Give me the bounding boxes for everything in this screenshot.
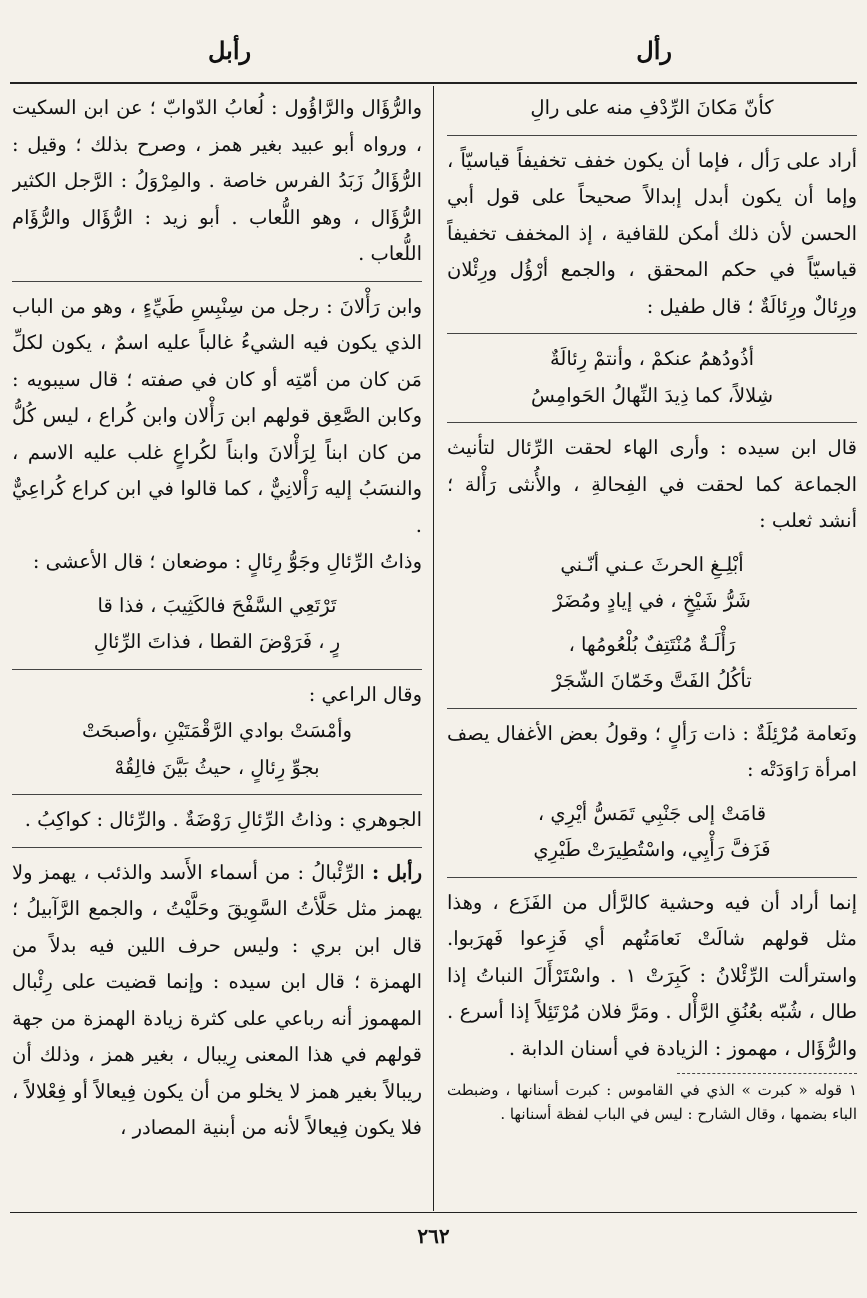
section-rule: [447, 708, 857, 709]
footnote: ١ قوله « كبرت » الذي في القاموس : كبرت أسنانها ، وضبطت الباء بضمها ، وقال الشارح : ليس في الباب لفظة أسنانها .: [447, 1081, 857, 1123]
paragraph: وابن رَأْلانَ : رجل من سِنْبِسِ طَيِّءٍ ، وهو من الباب الذي يكون فيه الشيءُ غالباً عليه اسمٌ ، يكون لكلِّ مَن كان من أمّتِه أو كان في صفته ؛ قال سيبويه : وكابن الصَّعِق قولهم ابن رَأْلان وابن كُراع ، ليس كُلُّ من كان ابناً لِرَأْلانَ وابناً لكُراعٍ غلب عليه الاسم ، والنسَبُ إليه رَأْلانِيٌّ ، كما قالوا في ابن كراع كُراعِيٌّ .: [12, 294, 422, 537]
paragraph: ونَعامة مُرْئِلَةٌ : ذات رَألٍ ؛ وقولُ بعض الأغفال يصف امرأة رَاوَدَتْه :: [447, 721, 857, 781]
entry-paragraph: [12, 855, 422, 1147]
footer-rule: [10, 1212, 857, 1213]
section-rule: [447, 877, 857, 878]
section-rule: [447, 422, 857, 423]
paragraph: والرُّؤَال والرَّاؤُول : لُعابُ الدّوابّ ؛ عن ابن السكيت ، ورواه أبو عبيد بغير همز ، وصرح بذلك ؛ وقيل : الرُّؤَالُ زَبَدُ الفرس خاصة . والمِرْوَلُ : الرَّجل الكثير الرُّؤَال ، وهو اللُّعاب . أبو زيد : الرُّؤَال والرُّؤَام اللُّعاب .: [12, 96, 422, 265]
verse-line: كأنّ مَكانَ الرِّدْفِ منه على رالِ: [530, 96, 774, 119]
left-column: [12, 90, 422, 1205]
verse-line: شِلالاً، كما ذِيدَ النِّهالُ الحَوامِسُ: [530, 383, 774, 407]
entry-text: الرِّئْبالُ : من أسماء الأَسد والذئب ، يهمز ولا يهمز مثل حَلَّأتُ السَّوِيقَ وحَلَّيْتُ ، والجمع الرَّآبيلُ ؛ قال ابن بري : وليس حرف اللين فيه بدلاً من الهمزة ؛ قال ابن سيده : وإنما قضيت على رِئْبال المهموز أنه رباعي على كثرة زيادة الهمزة من جهة قولهم في هذا المعنى رِيبال ، بغير همز ، وذلك أن ريبالاً بغير همز لا يخلو من أن يكون فِيعالاً أو فِعْلالاً ، فلا يكون فِيعالاً لأنه من أبنية المصادر ،: [12, 860, 422, 1139]
verse-line: رَأْلَـةٌ مُنْتَتِفٌ بُلْعُومُها ،: [568, 632, 736, 656]
right-column: [447, 90, 857, 1205]
header-word-left: رأبل: [208, 36, 252, 65]
verse-line: شَرُّ شَيْخٍ ، في إيادٍ ومُضَرْ: [553, 589, 751, 612]
verse-line: قامَتْ إلى جَنْبِي تَمَسُّ أيْرِي ،: [537, 801, 767, 825]
footnote-rule: [677, 1073, 857, 1074]
entry-headword: رأبل :: [372, 860, 422, 884]
verse-line: رٍ ، فَرَوْضَ القطا ، فذاتَ الرِّئالِ: [93, 630, 341, 653]
section-rule: [12, 794, 422, 795]
verse-line: أبْلِـغِ الحرثَ عـني أنّـني: [560, 552, 744, 576]
paragraph: وقال الراعي :: [308, 682, 422, 706]
verse-line: فَزَفَّ رَأْيِي، واسْتُطِيرَتْ طَيْرِي: [533, 838, 771, 861]
page-number: ٢٦٢: [417, 1224, 450, 1248]
section-rule: [447, 135, 857, 136]
paragraph: قال ابن سيده : وأرى الهاء لحقت الرِّئال لتأنيث الجماعة كما لحقت في الفِحالةِ ، والأُنثى رَأْلة ؛ أنشد ثعلب :: [447, 436, 857, 532]
header-rule: [10, 82, 857, 84]
section-rule: [447, 333, 857, 334]
column-divider: [433, 86, 434, 1211]
verse-line: أذُودُهمُ عنكمْ ، وأنتمْ رِئالَةٌ: [549, 347, 755, 370]
section-rule: [12, 847, 422, 848]
verse-line: وأمْسَتْ بوادي الرَّقْمَتَيْنِ ،وأصبحَتْ: [82, 719, 352, 742]
verse-line: تَرْتَعِي السَّفْحَ فالكَثِيبَ ، فذا قا: [97, 593, 337, 617]
paragraph: إنما أراد أن فيه وحشية كالرَّأل من الفَزَع ، وهذا مثل قولهم شالَتْ نَعامَتُهم أي فَزِعوا فَهرَبوا. واسترألت الرِّئْلانُ : كَبِرَتْ ١ . واسْتَرْأَلَ النباتُ إذا طال ، شُبّه بعُنُقِ الرَّأْل . ومَرَّ فلان مُرْتَئِلاً إذا أسرع . والرُّؤَال ، مهموز : الزيادة في أسنان الدابة .: [447, 890, 857, 1060]
paragraph: وذاتُ الرِّئالِ وجَوُّ رِئالٍ : موضعان ؛ قال الأعشى :: [32, 550, 422, 573]
verse-line: تأكُلُ الفَتَّ وخَمّانَ الشّجَرْ: [552, 669, 752, 692]
section-rule: [12, 669, 422, 670]
verse-line: بجوِّ رِئالٍ ، حيثُ بَيَّنَ فالِقُهْ: [114, 755, 320, 779]
paragraph: الجوهري : وذاتُ الرِّئالِ رَوْضَةٌ . والرِّئال : كواكِبُ .: [24, 808, 422, 831]
paragraph: أراد على رَأل ، فإما أن يكون خفف تخفيفاً قياسيّاً ، وإما أن يكون أبدل إبدالاً صحيحاً على قول أبي الحسن لأن ذلك أمكن للقافية ، إذ المخفف تخفيفاً قياسيّاً في حكم المحقق ، والجمع أرْؤُل ورِئْلان ورِئالٌ ورِئالَةٌ ؛ قال طفيل :: [447, 148, 857, 318]
section-rule: [12, 281, 422, 282]
header-word-right: رأل: [636, 36, 672, 65]
